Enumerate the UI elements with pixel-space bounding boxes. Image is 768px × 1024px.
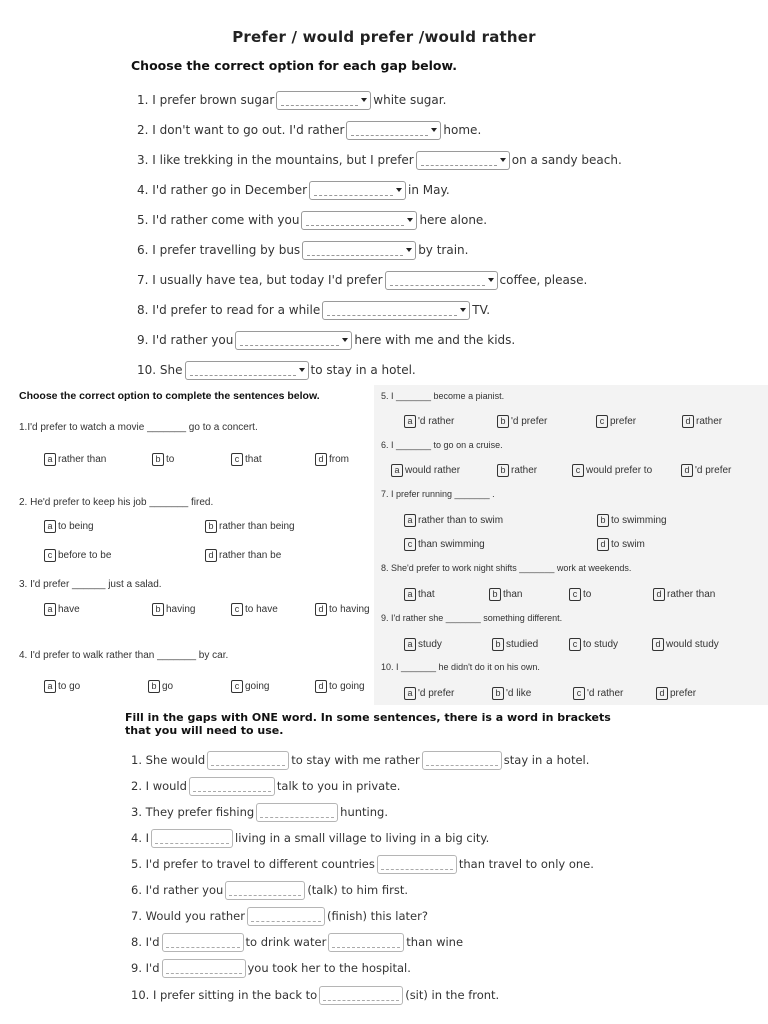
mc-option[interactable] [44,453,106,466]
item-text: I'd rather go in December [152,183,308,197]
item-text: I don't want to go out. I'd rather [152,123,345,137]
item-text: (sit) in the front. [405,988,500,1002]
mc-option[interactable] [497,464,537,477]
mc-option[interactable] [597,514,667,527]
s1-item-10 [137,358,416,382]
mc-question-8: 8. She'd prefer to work night shifts _______ work at weekends. [381,563,632,573]
option-letter-box[interactable]: a [404,687,416,700]
option-label: to being [58,521,94,532]
option-label: before to be [58,550,112,561]
caret-down-icon [361,98,367,102]
item-text: to stay in a hotel. [310,363,416,377]
answer-dropdown[interactable] [309,181,406,200]
answer-dropdown[interactable] [235,331,352,350]
option-label: from [329,454,349,465]
answer-input[interactable] [377,855,457,874]
item-number: 5. [131,857,142,871]
mc-option[interactable] [653,588,715,601]
item-text: to drink water [245,935,327,949]
s1-item-2 [137,118,481,142]
item-text: you took her to the hospital. [247,961,411,975]
option-label: go [162,681,174,692]
option-letter-box[interactable]: b [148,680,160,693]
option-label: to [583,589,592,600]
option-label: study [418,639,442,650]
item-number: 1. [137,93,149,107]
option-label: 'd rather [418,416,455,427]
mc-option[interactable] [148,680,173,693]
option-label: rather than to swim [418,515,504,526]
s1-item-9 [137,328,515,352]
option-letter-box[interactable]: c [231,680,243,693]
option-label: to have [245,604,278,615]
option-label: 'd like [506,688,532,699]
s1-item-3 [137,148,622,172]
s3-item-7 [131,904,428,928]
item-text: talk to you in private. [276,779,401,793]
mc-option[interactable] [682,415,722,428]
item-text: I prefer brown sugar [152,93,275,107]
option-label: to study [583,639,619,650]
item-text: I [145,831,150,845]
mc-option[interactable] [569,588,591,601]
mc-option[interactable] [44,603,80,616]
item-text: Would you rather [145,909,245,923]
mc-option[interactable] [652,638,719,651]
item-number: 9. [137,333,149,347]
option-letter-box[interactable]: d [315,453,327,466]
s3-item-1 [131,748,589,772]
option-label: to [166,454,175,465]
item-number: 4. [137,183,149,197]
item-number: 8. [131,935,142,949]
option-label: that [245,454,262,465]
option-letter-box[interactable]: a [404,588,416,601]
option-letter-box[interactable]: b [489,588,501,601]
answer-input[interactable] [162,933,244,952]
item-text: I'd prefer to read for a while [152,303,321,317]
item-text: (finish) this later? [326,909,428,923]
option-letter-box[interactable]: d [682,415,694,428]
option-letter-box[interactable]: c [572,464,584,477]
s1-item-5 [137,208,487,232]
option-letter-box[interactable]: b [492,687,504,700]
option-letter-box[interactable]: c [569,638,581,651]
mc-option[interactable] [569,638,618,651]
mc-option[interactable] [572,464,652,477]
item-text: I like trekking in the mountains, but I prefer [152,153,414,167]
mc-option[interactable] [44,520,94,533]
mc-option[interactable] [231,680,269,693]
item-text: (talk) to him first. [307,883,409,897]
item-text: I'd prefer to travel to different countries [145,857,375,871]
option-letter-box[interactable]: a [44,680,56,693]
answer-input[interactable] [151,829,233,848]
mc-option[interactable] [597,538,645,551]
item-number: 2. [131,779,142,793]
item-text: in May. [408,183,450,197]
answer-dropdown[interactable] [302,241,416,260]
option-label: would rather [405,465,461,476]
s3-item-6 [131,878,408,902]
answer-input[interactable] [422,751,502,770]
answer-input[interactable] [162,959,246,978]
option-label: rather [696,416,723,427]
option-letter-box[interactable]: a [391,464,403,477]
s3-item-9 [131,956,411,980]
item-text: stay in a hotel. [503,753,590,767]
option-letter-box[interactable]: b [152,453,164,466]
section2-instruction: Choose the correct option to complete the sentences below. [19,390,320,402]
item-text: by train. [418,243,469,257]
option-letter-box[interactable]: d [315,603,327,616]
answer-dropdown[interactable] [301,211,417,230]
option-label: to having [329,604,370,615]
item-text: I would [145,779,187,793]
mc-option[interactable] [315,453,349,466]
s3-item-2 [131,774,400,798]
mc-option[interactable] [497,415,547,428]
mc-question-4: 4. I'd prefer to walk rather than _______ by car. [19,650,229,661]
s3-item-8 [131,930,463,954]
s3-item-10 [131,983,499,1007]
caret-down-icon [431,128,437,132]
mc-question-7: 7. I prefer running _______ . [381,489,495,499]
item-text: white sugar. [373,93,447,107]
option-letter-box[interactable]: c [231,453,243,466]
option-letter-box[interactable]: a [404,415,416,428]
option-label: have [58,604,80,615]
option-letter-box[interactable]: b [497,415,509,428]
option-label: than [503,589,523,600]
item-text: home. [443,123,482,137]
option-label: rather than being [219,521,295,532]
mc-option[interactable] [404,687,454,700]
item-text: hunting. [340,805,388,819]
mc-question-1: 1.I'd prefer to watch a movie _______ go to a concert. [19,422,258,433]
item-number: 9. [131,961,142,975]
section3-instruction-line2: that you will need to use. [125,724,284,737]
mc-option[interactable] [656,687,696,700]
answer-input[interactable] [328,933,404,952]
mc-option[interactable] [391,464,460,477]
item-text: I'd rather you [152,333,234,347]
option-letter-box[interactable]: a [404,638,416,651]
option-label: that [418,589,435,600]
mc-option[interactable] [44,549,111,562]
mc-option[interactable] [404,638,442,651]
mc-option[interactable] [152,453,174,466]
item-text: She [159,363,183,377]
option-label: 'd rather [587,688,624,699]
option-label: rather [511,465,538,476]
s1-item-1 [137,88,446,112]
option-label: rather than be [219,550,282,561]
option-letter-box[interactable]: d [597,538,609,551]
mc-option[interactable] [152,603,195,616]
option-letter-box[interactable]: d [653,588,665,601]
item-number: 3. [131,805,142,819]
mc-option[interactable] [681,464,731,477]
option-letter-box[interactable]: b [497,464,509,477]
mc-option[interactable] [315,680,365,693]
answer-input[interactable] [189,777,275,796]
item-text: I'd [145,935,160,949]
item-text: coffee, please. [499,273,588,287]
option-label: rather than [58,454,107,465]
option-letter-box[interactable]: a [44,520,56,533]
item-text: They prefer fishing [145,805,255,819]
mc-option[interactable] [404,588,435,601]
option-letter-box[interactable]: c [573,687,585,700]
answer-dropdown[interactable] [385,271,498,290]
option-label: 'd prefer [418,688,455,699]
s3-item-4 [131,826,489,850]
mc-option[interactable] [315,603,370,616]
option-label: to go [58,681,81,692]
s1-item-8 [137,298,490,322]
option-letter-box[interactable]: c [569,588,581,601]
option-letter-box[interactable]: c [231,603,243,616]
item-number: 10. [137,363,157,377]
item-text: I usually have tea, but today I'd prefer [152,273,383,287]
answer-input[interactable] [256,803,338,822]
item-text: She would [145,753,206,767]
mc-option[interactable] [596,415,636,428]
section3-instruction-line1: Fill in the gaps with ONE word. In some sentences, there is a word in brackets [125,711,611,724]
item-number: 8. [137,303,149,317]
caret-down-icon [406,248,412,252]
mc-option[interactable] [205,520,295,533]
item-text: I'd [145,961,160,975]
mc-option[interactable] [489,588,522,601]
option-label: rather than [667,589,716,600]
option-letter-box[interactable]: d [656,687,668,700]
mc-option[interactable] [404,415,454,428]
item-number: 3. [137,153,149,167]
item-text: I prefer travelling by bus [152,243,301,257]
item-number: 4. [131,831,142,845]
item-text: I'd rather you [145,883,224,897]
item-text: than travel to only one. [458,857,594,871]
item-text: I prefer sitting in the back to [152,988,318,1002]
mc-option[interactable] [44,680,80,693]
option-letter-box[interactable]: c [44,549,56,562]
option-label: having [166,604,196,615]
item-text: here with me and the kids. [354,333,516,347]
option-letter-box[interactable]: b [152,603,164,616]
answer-dropdown[interactable] [322,301,470,320]
s3-item-3 [131,800,388,824]
item-text: to stay with me rather [291,753,420,767]
option-letter-box[interactable]: d [652,638,664,651]
mc-question-3: 3. I'd prefer ______ just a salad. [19,579,162,590]
answer-input[interactable] [247,907,325,926]
mc-question-2: 2. He'd prefer to keep his job _______ fired. [19,497,214,508]
mc-question-6: 6. I _______ to go on a cruise. [381,440,503,450]
caret-down-icon [500,158,506,162]
item-text: here alone. [419,213,488,227]
mc-option[interactable] [573,687,623,700]
answer-input[interactable] [319,986,403,1005]
option-letter-box[interactable]: d [681,464,693,477]
item-number: 5. [137,213,149,227]
item-text: I'd rather come with you [152,213,300,227]
option-letter-box[interactable]: a [44,603,56,616]
item-number: 6. [131,883,142,897]
caret-down-icon [342,338,348,342]
caret-down-icon [460,308,466,312]
option-letter-box[interactable]: d [205,549,217,562]
item-text: on a sandy beach. [511,153,622,167]
mc-option[interactable] [404,538,485,551]
option-letter-box[interactable]: b [597,514,609,527]
item-number: 1. [131,753,142,767]
mc-option[interactable] [231,603,278,616]
option-label: to going [329,681,365,692]
item-number: 2. [137,123,149,137]
mc-option[interactable] [492,638,538,651]
option-letter-box[interactable]: c [404,538,416,551]
option-letter-box[interactable]: a [44,453,56,466]
caret-down-icon [396,188,402,192]
option-label: prefer [610,416,637,427]
option-letter-box[interactable]: c [596,415,608,428]
option-letter-box[interactable]: d [315,680,327,693]
option-label: would study [666,639,719,650]
caret-down-icon [488,278,494,282]
option-label: going [245,681,270,692]
answer-dropdown[interactable] [346,121,441,140]
answer-input[interactable] [207,751,289,770]
option-label: studied [506,639,539,650]
option-label: 'd prefer [695,465,732,476]
option-label: prefer [670,688,697,699]
item-number: 7. [131,909,142,923]
option-label: than swimming [418,539,485,550]
mc-question-9: 9. I'd rather she _______ something different. [381,613,563,623]
option-label: 'd prefer [511,416,548,427]
option-label: to swim [611,539,645,550]
answer-input[interactable] [225,881,305,900]
mc-question-5: 5. I _______ become a pianist. [381,391,505,401]
item-text: living in a small village to living in a big city. [235,831,490,845]
mc-option[interactable] [492,687,531,700]
s3-item-5 [131,852,594,876]
option-letter-box[interactable]: b [492,638,504,651]
mc-option[interactable] [205,549,281,562]
item-number: 10. [131,988,150,1002]
s1-item-4 [137,178,450,202]
s1-item-6 [137,238,468,262]
option-letter-box[interactable]: a [404,514,416,527]
item-number: 6. [137,243,149,257]
mc-question-10: 10. I _______ he didn't do it on his own. [381,662,540,672]
item-text: TV. [472,303,491,317]
page-title: Prefer / would prefer /would rather [232,28,536,46]
option-label: would prefer to [586,465,653,476]
s1-item-7 [137,268,587,292]
answer-dropdown[interactable] [276,91,371,110]
caret-down-icon [407,218,413,222]
caret-down-icon [299,368,305,372]
answer-dropdown[interactable] [185,361,309,380]
answer-dropdown[interactable] [416,151,510,170]
mc-option[interactable] [231,453,262,466]
mc-option[interactable] [404,514,503,527]
section1-instruction: Choose the correct option for each gap below. [131,58,457,73]
option-label: to swimming [611,515,667,526]
option-letter-box[interactable]: b [205,520,217,533]
item-text: than wine [406,935,464,949]
item-number: 7. [137,273,149,287]
